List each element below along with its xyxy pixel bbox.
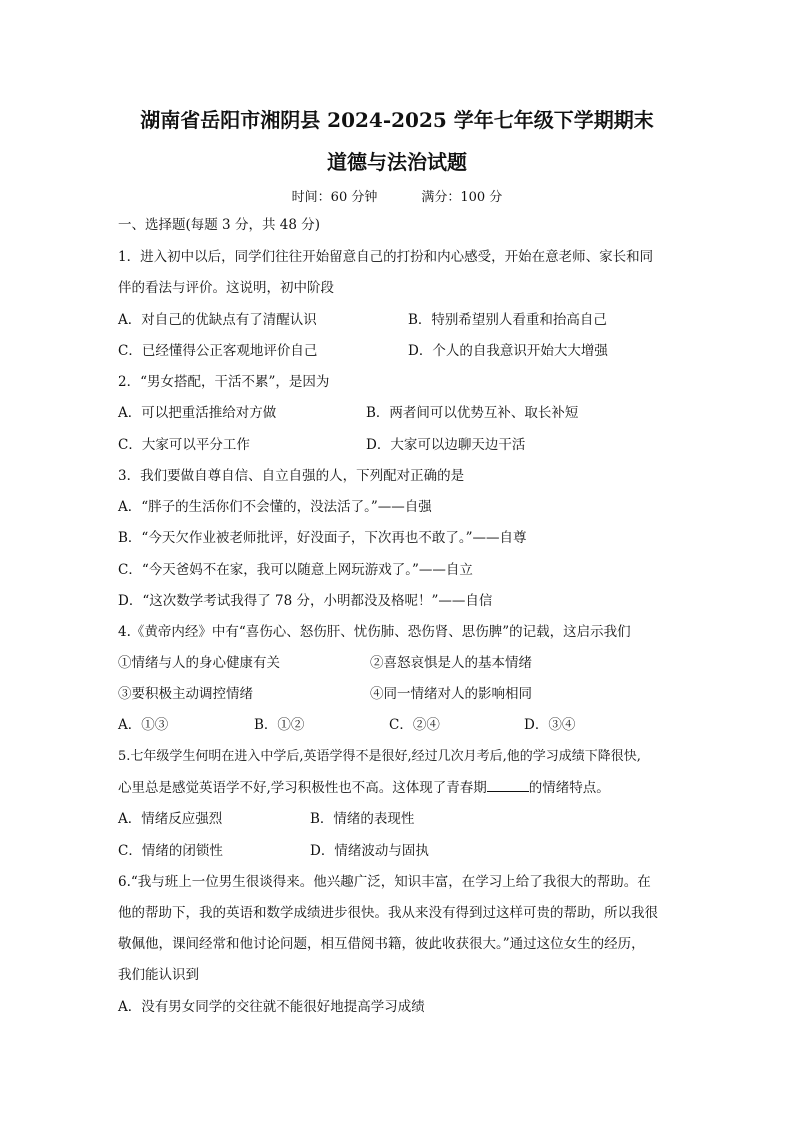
q4-option-c: C．②④ <box>389 717 440 733</box>
q5-stem-text-a: 心里总是感觉英语学不好,学习积极性也不高。这体现了青春期 <box>118 780 487 796</box>
exam-title: 湖南省岳阳市湘阴县 2024-2025 学年七年级下学期期末 <box>140 108 654 132</box>
q1-option-c: C．已经懂得公正客观地评价自己 <box>118 343 318 359</box>
q6-stem-line4: 我们能认识到 <box>118 967 199 983</box>
exam-time: 时间：60 分钟 <box>291 190 378 205</box>
q6-option-a: A．没有男女同学的交往就不能很好地提高学习成绩 <box>118 999 425 1015</box>
q4-statement-1: ①情绪与人的身心健康有关 <box>118 655 280 671</box>
q5-stem-line1: 5.七年级学生何明在进入中学后,英语学得不是很好,经过几次月考后,他的学习成绩下降很快, <box>118 749 641 764</box>
q4-option-d: D．③④ <box>524 717 576 733</box>
section-heading: 一、选择题(每题 3 分，共 48 分) <box>118 217 320 233</box>
exam-subtitle: 道德与法治试题 <box>327 150 467 174</box>
q2-option-b: B．两者间可以优势互补、取长补短 <box>366 405 579 421</box>
q3-option-a: A．“胖子的生活你们不会懂的，没法活了。”——自强 <box>118 499 432 515</box>
q3-option-c: C．“今天爸妈不在家，我可以随意上网玩游戏了。”——自立 <box>118 562 473 578</box>
q1-option-d: D．个人的自我意识开始大大增强 <box>408 343 608 359</box>
q4-statement-3: ③要积极主动调控情绪 <box>118 686 253 702</box>
q6-stem-line2: 他的帮助下，我的英语和数学成绩进步很快。我从来没有得到过这样可贵的帮助，所以我很 <box>118 905 658 921</box>
q4-option-b: B．①② <box>254 717 305 733</box>
q3-option-d: D．“这次数学考试我得了 78 分，小明都没及格呢！”——自信 <box>118 593 493 609</box>
q1-option-b: B．特别希望别人看重和抬高自己 <box>408 312 607 328</box>
q2-option-d: D．大家可以边聊天边干活 <box>366 437 526 453</box>
q4-option-a: A．①③ <box>118 717 169 733</box>
q6-stem-line3: 敬佩他，课间经常和他讨论问题，相互借阅书籍，彼此收获很大。”通过这位女生的经历， <box>118 936 645 952</box>
q5-option-d: D．情绪波动与固执 <box>310 843 429 859</box>
exam-score: 满分：100 分 <box>421 190 503 205</box>
q5-option-c: C．情绪的闭锁性 <box>118 843 223 859</box>
q1-option-a: A．对自己的优缺点有了清醒认识 <box>118 312 317 328</box>
q5-stem-text-b: 的情绪特点。 <box>528 780 610 796</box>
q3-stem: 3．我们要做自尊自信、自立自强的人，下列配对正确的是 <box>118 468 465 484</box>
q4-stem: 4.《黄帝内经》中有“喜伤心、怒伤肝、忧伤肺、恐伤肾、思伤脾”的记载，这启示我们 <box>118 624 631 640</box>
q4-statement-2: ②喜怒哀惧是人的基本情绪 <box>370 655 532 671</box>
q6-stem-line1: 6.“我与班上一位男生很谈得来。他兴趣广泛，知识丰富，在学习上给了我很大的帮助。在 <box>118 874 651 890</box>
q3-option-b: B．“今天欠作业被老师批评，好没面子，下次再也不敢了。”——自尊 <box>118 530 527 546</box>
q5-option-a: A．情绪反应强烈 <box>118 811 223 827</box>
q5-answer-blank <box>487 779 529 792</box>
q4-statement-4: ④同一情绪对人的影响相同 <box>370 686 532 702</box>
q1-stem-line1: 1．进入初中以后，同学们往往开始留意自己的打扮和内心感受，开始在意老师、家长和同 <box>118 249 654 265</box>
q2-option-c: C．大家可以平分工作 <box>118 437 250 453</box>
q2-option-a: A．可以把重活推给对方做 <box>118 405 277 421</box>
q2-stem: 2．“男女搭配，干活不累”，是因为 <box>118 374 330 390</box>
q1-stem-line2: 伴的看法与评价。这说明，初中阶段 <box>118 280 334 296</box>
q5-stem-line2 <box>118 779 610 797</box>
exam-meta <box>0 186 794 205</box>
q5-option-b: B．情绪的表现性 <box>310 811 415 827</box>
